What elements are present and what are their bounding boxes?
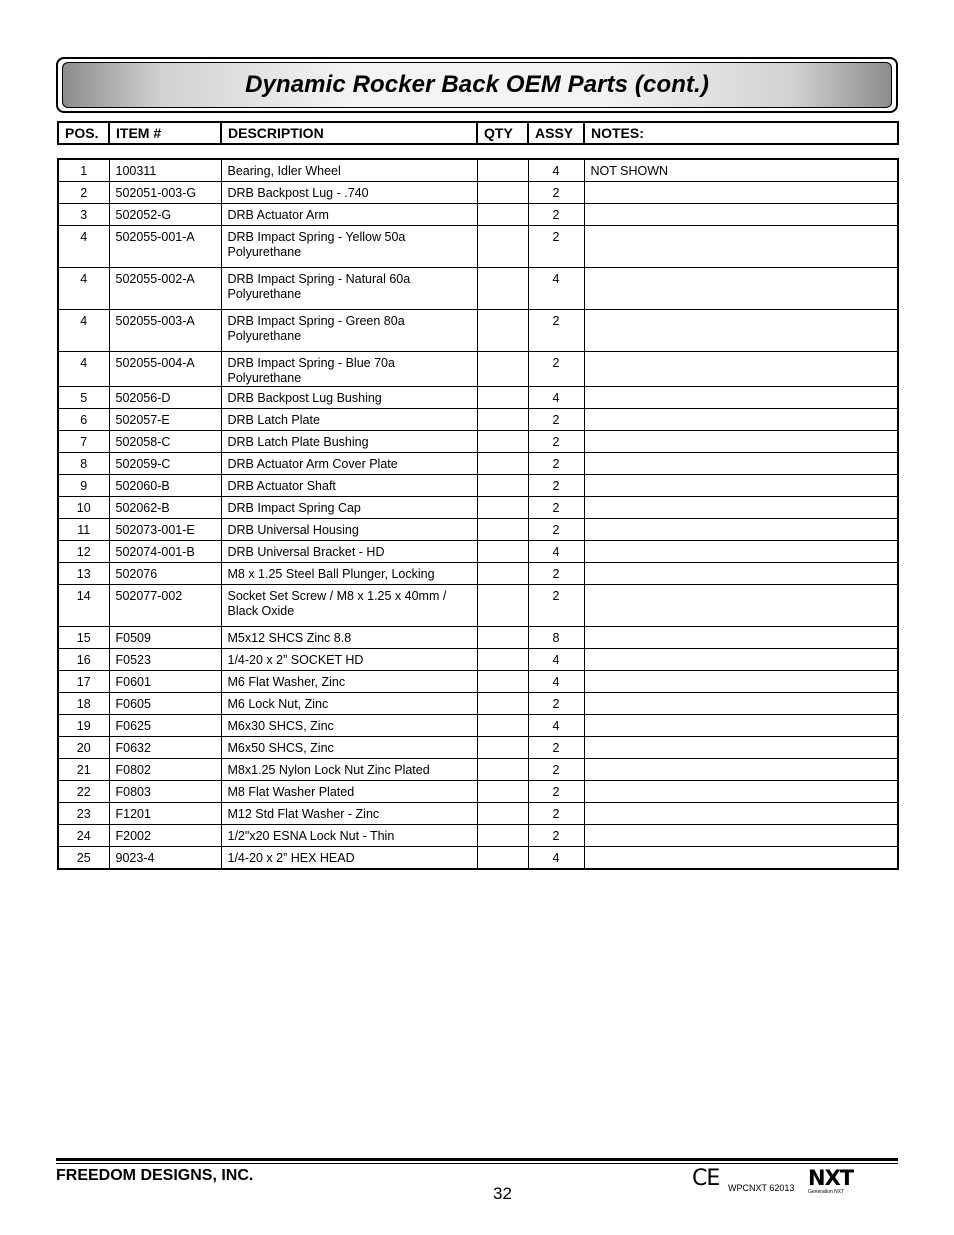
cell-notes <box>584 497 898 519</box>
cell-description: M8 Flat Washer Plated <box>221 781 477 803</box>
cell-assy: 2 <box>528 781 584 803</box>
col-header-qty: QTY <box>477 122 528 144</box>
cell-notes <box>584 226 898 268</box>
company-name: FREEDOM DESIGNS, INC. <box>56 1167 254 1184</box>
cell-assy: 2 <box>528 431 584 453</box>
cell-assy: 2 <box>528 803 584 825</box>
cell-assy: 2 <box>528 204 584 226</box>
cell-notes <box>584 847 898 870</box>
cell-description: DRB Impact Spring - Green 80a Polyurethane <box>221 310 477 352</box>
cell-pos: 14 <box>58 585 109 627</box>
cell-notes <box>584 825 898 847</box>
cell-assy: 4 <box>528 671 584 693</box>
cell-description: DRB Actuator Arm Cover Plate <box>221 453 477 475</box>
cell-description: M12 Std Flat Washer - Zinc <box>221 803 477 825</box>
page-title: Dynamic Rocker Back OEM Parts (cont.) <box>245 71 709 98</box>
cell-assy: 4 <box>528 715 584 737</box>
cell-notes <box>584 803 898 825</box>
cell-item-number: F0601 <box>109 671 221 693</box>
cell-assy: 2 <box>528 693 584 715</box>
cell-pos: 4 <box>58 310 109 352</box>
cell-assy: 4 <box>528 649 584 671</box>
table-row <box>58 671 898 693</box>
cell-notes <box>584 715 898 737</box>
cell-notes <box>584 759 898 781</box>
cell-item-number: F0625 <box>109 715 221 737</box>
cell-qty <box>477 387 528 409</box>
cell-qty <box>477 737 528 759</box>
cell-item-number: 502076 <box>109 563 221 585</box>
cell-pos: 7 <box>58 431 109 453</box>
table-row <box>58 352 898 387</box>
cell-description: DRB Latch Plate <box>221 409 477 431</box>
parts-table-body <box>58 159 898 869</box>
cell-description: DRB Universal Housing <box>221 519 477 541</box>
table-row <box>58 649 898 671</box>
cell-description: M6 Lock Nut, Zinc <box>221 693 477 715</box>
cell-description: DRB Backpost Lug - .740 <box>221 182 477 204</box>
cell-description: DRB Impact Spring - Blue 70a Polyurethane <box>221 352 477 387</box>
cell-notes <box>584 268 898 310</box>
cell-description: DRB Latch Plate Bushing <box>221 431 477 453</box>
cell-pos: 13 <box>58 563 109 585</box>
cell-qty <box>477 759 528 781</box>
cell-pos: 4 <box>58 226 109 268</box>
table-row <box>58 693 898 715</box>
cell-assy: 2 <box>528 737 584 759</box>
cell-assy: 4 <box>528 541 584 563</box>
cell-item-number: 502055-002-A <box>109 268 221 310</box>
table-row <box>58 387 898 409</box>
cell-item-number: F2002 <box>109 825 221 847</box>
table-row <box>58 541 898 563</box>
cell-notes: NOT SHOWN <box>584 159 898 182</box>
cell-qty <box>477 310 528 352</box>
cell-description: M6x50 SHCS, Zinc <box>221 737 477 759</box>
cell-qty <box>477 693 528 715</box>
title-banner <box>56 57 898 113</box>
cell-qty <box>477 409 528 431</box>
cell-pos: 2 <box>58 182 109 204</box>
parts-table <box>57 158 899 870</box>
cell-description: DRB Backpost Lug Bushing <box>221 387 477 409</box>
cell-notes <box>584 431 898 453</box>
cell-description: DRB Impact Spring - Yellow 50a Polyurethane <box>221 226 477 268</box>
document-code: WPCNXT 62013 <box>728 1183 795 1193</box>
cell-qty <box>477 497 528 519</box>
cell-qty <box>477 182 528 204</box>
title-banner-inner <box>62 62 892 108</box>
cell-qty <box>477 204 528 226</box>
cell-qty <box>477 159 528 182</box>
cell-qty <box>477 352 528 387</box>
cell-item-number: 502055-003-A <box>109 310 221 352</box>
parts-table-header <box>57 121 899 145</box>
cell-qty <box>477 453 528 475</box>
cell-description: Socket Set Screw / M8 x 1.25 x 40mm / Black Oxide <box>221 585 477 627</box>
cell-assy: 4 <box>528 847 584 870</box>
cell-qty <box>477 541 528 563</box>
cell-pos: 6 <box>58 409 109 431</box>
table-row <box>58 268 898 310</box>
cell-notes <box>584 671 898 693</box>
cell-item-number: F0802 <box>109 759 221 781</box>
cell-notes <box>584 585 898 627</box>
cell-item-number: 502052-G <box>109 204 221 226</box>
table-row <box>58 497 898 519</box>
cell-item-number: F0523 <box>109 649 221 671</box>
cell-item-number: 100311 <box>109 159 221 182</box>
cell-item-number: 9023-4 <box>109 847 221 870</box>
cell-pos: 25 <box>58 847 109 870</box>
table-row <box>58 627 898 649</box>
cell-notes <box>584 182 898 204</box>
table-row <box>58 781 898 803</box>
cell-pos: 22 <box>58 781 109 803</box>
cell-qty <box>477 847 528 870</box>
cell-assy: 4 <box>528 159 584 182</box>
cell-notes <box>584 649 898 671</box>
cell-description: DRB Actuator Arm <box>221 204 477 226</box>
table-row <box>58 585 898 627</box>
table-row <box>58 759 898 781</box>
col-header-assy: ASSY <box>528 122 584 144</box>
cell-assy: 2 <box>528 825 584 847</box>
ce-mark-icon: CE <box>692 1166 720 1191</box>
table-row <box>58 431 898 453</box>
cell-item-number: 502055-004-A <box>109 352 221 387</box>
cell-assy: 2 <box>528 475 584 497</box>
cell-qty <box>477 268 528 310</box>
cell-qty <box>477 825 528 847</box>
footer-rule-thin <box>56 1163 898 1164</box>
cell-qty <box>477 781 528 803</box>
cell-qty <box>477 431 528 453</box>
cell-qty <box>477 585 528 627</box>
cell-notes <box>584 693 898 715</box>
cell-notes <box>584 409 898 431</box>
page-number: 32 <box>493 1184 512 1203</box>
cell-notes <box>584 453 898 475</box>
table-row <box>58 563 898 585</box>
table-row <box>58 310 898 352</box>
nxt-logo <box>808 1168 856 1202</box>
cell-assy: 2 <box>528 182 584 204</box>
cell-qty <box>477 475 528 497</box>
cell-notes <box>584 310 898 352</box>
nxt-logo-text: NXT <box>808 1166 854 1190</box>
cell-assy: 2 <box>528 759 584 781</box>
cell-assy: 2 <box>528 585 584 627</box>
cell-pos: 1 <box>58 159 109 182</box>
cell-item-number: 502055-001-A <box>109 226 221 268</box>
cell-description: DRB Impact Spring Cap <box>221 497 477 519</box>
table-row <box>58 847 898 870</box>
cell-notes <box>584 204 898 226</box>
cell-assy: 2 <box>528 497 584 519</box>
cell-qty <box>477 715 528 737</box>
cell-qty <box>477 803 528 825</box>
cell-notes <box>584 563 898 585</box>
cell-item-number: 502058-C <box>109 431 221 453</box>
cell-description: M6x30 SHCS, Zinc <box>221 715 477 737</box>
cell-qty <box>477 563 528 585</box>
table-row <box>58 737 898 759</box>
cell-notes <box>584 627 898 649</box>
table-row <box>58 803 898 825</box>
table-row <box>58 715 898 737</box>
cell-item-number: F0605 <box>109 693 221 715</box>
cell-description: 1/4-20 x 2” HEX HEAD <box>221 847 477 870</box>
col-header-notes: NOTES: <box>584 122 898 144</box>
cell-pos: 17 <box>58 671 109 693</box>
cell-assy: 8 <box>528 627 584 649</box>
cell-pos: 4 <box>58 352 109 387</box>
cell-item-number: 502062-B <box>109 497 221 519</box>
cell-qty <box>477 671 528 693</box>
cell-assy: 2 <box>528 563 584 585</box>
table-row <box>58 226 898 268</box>
cell-assy: 4 <box>528 268 584 310</box>
cell-pos: 4 <box>58 268 109 310</box>
cell-pos: 3 <box>58 204 109 226</box>
cell-description: M8x1.25 Nylon Lock Nut Zinc Plated <box>221 759 477 781</box>
cell-item-number: 502057-E <box>109 409 221 431</box>
cell-pos: 5 <box>58 387 109 409</box>
table-row <box>58 825 898 847</box>
table-row <box>58 182 898 204</box>
cell-item-number: F0632 <box>109 737 221 759</box>
table-row <box>58 204 898 226</box>
cell-pos: 18 <box>58 693 109 715</box>
cell-notes <box>584 541 898 563</box>
cell-assy: 2 <box>528 310 584 352</box>
footer-rule <box>56 1158 898 1161</box>
cell-pos: 9 <box>58 475 109 497</box>
cell-qty <box>477 649 528 671</box>
table-row <box>58 409 898 431</box>
cell-item-number: 502073-001-E <box>109 519 221 541</box>
cell-assy: 2 <box>528 226 584 268</box>
cell-pos: 15 <box>58 627 109 649</box>
cell-pos: 11 <box>58 519 109 541</box>
table-row <box>58 159 898 182</box>
cell-assy: 2 <box>528 409 584 431</box>
cell-item-number: 502077-002 <box>109 585 221 627</box>
cell-description: M8 x 1.25 Steel Ball Plunger, Locking <box>221 563 477 585</box>
cell-description: DRB Universal Bracket - HD <box>221 541 477 563</box>
cell-pos: 12 <box>58 541 109 563</box>
cell-assy: 4 <box>528 387 584 409</box>
cell-description: 1/2"x20 ESNA Lock Nut - Thin <box>221 825 477 847</box>
cell-item-number: F0803 <box>109 781 221 803</box>
cell-item-number: 502074-001-B <box>109 541 221 563</box>
cell-pos: 16 <box>58 649 109 671</box>
cell-item-number: 502056-D <box>109 387 221 409</box>
cell-description: DRB Actuator Shaft <box>221 475 477 497</box>
cell-description: Bearing, Idler Wheel <box>221 159 477 182</box>
cell-description: DRB Impact Spring - Natural 60a Polyurethane <box>221 268 477 310</box>
cell-assy: 2 <box>528 519 584 541</box>
cell-item-number: F0509 <box>109 627 221 649</box>
table-row <box>58 453 898 475</box>
cell-notes <box>584 475 898 497</box>
cell-qty <box>477 226 528 268</box>
cell-assy: 2 <box>528 453 584 475</box>
cell-pos: 23 <box>58 803 109 825</box>
cell-assy: 2 <box>528 352 584 387</box>
cell-notes <box>584 352 898 387</box>
cell-notes <box>584 387 898 409</box>
cell-pos: 19 <box>58 715 109 737</box>
table-row <box>58 519 898 541</box>
col-header-pos: POS. <box>58 122 109 144</box>
cell-pos: 20 <box>58 737 109 759</box>
cell-notes <box>584 737 898 759</box>
col-header-item: ITEM # <box>109 122 221 144</box>
cell-item-number: F1201 <box>109 803 221 825</box>
col-header-description: DESCRIPTION <box>221 122 477 144</box>
cell-pos: 21 <box>58 759 109 781</box>
cell-description: 1/4-20 x 2” SOCKET HD <box>221 649 477 671</box>
cell-pos: 24 <box>58 825 109 847</box>
cell-description: M6 Flat Washer, Zinc <box>221 671 477 693</box>
header-row <box>58 122 898 144</box>
cell-pos: 8 <box>58 453 109 475</box>
cell-item-number: 502051-003-G <box>109 182 221 204</box>
nxt-logo-subtext: Generation NXT <box>808 1189 845 1195</box>
cell-qty <box>477 627 528 649</box>
cell-notes <box>584 519 898 541</box>
cell-item-number: 502060-B <box>109 475 221 497</box>
cell-notes <box>584 781 898 803</box>
table-row <box>58 475 898 497</box>
cell-item-number: 502059-C <box>109 453 221 475</box>
cell-pos: 10 <box>58 497 109 519</box>
cell-description: M5x12 SHCS Zinc 8.8 <box>221 627 477 649</box>
cell-qty <box>477 519 528 541</box>
